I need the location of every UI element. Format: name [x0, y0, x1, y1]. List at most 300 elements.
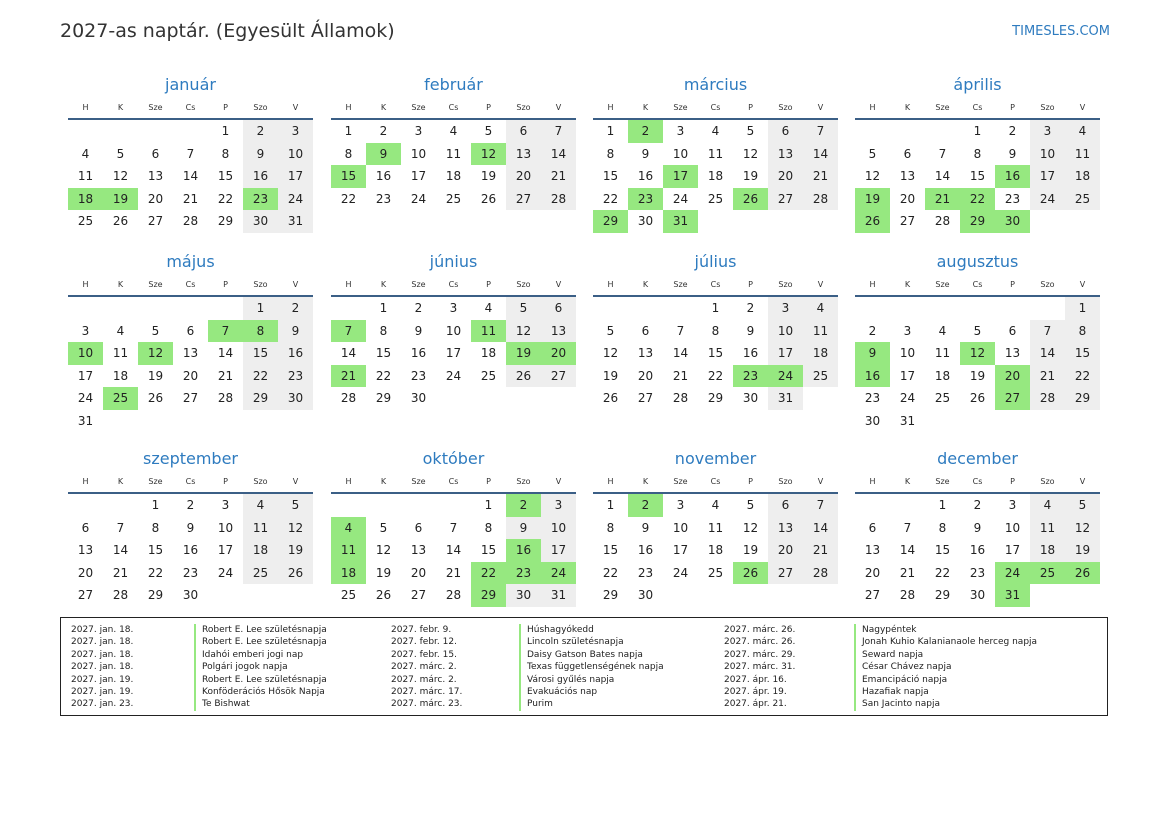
week-row	[593, 143, 838, 166]
month-name: február	[424, 75, 483, 94]
day-cell: 24	[278, 188, 313, 211]
day-cell: 19	[602, 368, 619, 383]
day-cell: 12	[375, 543, 392, 557]
day-cell: 2	[278, 297, 313, 320]
day-cell: 28	[445, 588, 462, 602]
day-cell: 23	[375, 191, 392, 206]
day-cell: 4	[484, 301, 493, 315]
weekday-label: K	[117, 280, 124, 289]
day-cell: 11	[112, 346, 129, 360]
week-row	[68, 584, 313, 607]
holiday-day-cell: 16	[995, 165, 1030, 188]
weekday-header	[855, 472, 1100, 494]
day-cell: 27	[864, 588, 881, 602]
weekday-label: V	[1079, 103, 1086, 112]
weekday-header	[855, 98, 1100, 120]
day-cell: 25	[707, 191, 724, 206]
month-days	[68, 297, 313, 432]
day-cell: 24	[672, 191, 689, 206]
holiday-day-cell: 27	[995, 387, 1030, 410]
weekday-label: Cs	[972, 477, 983, 486]
day-cell: 14	[112, 543, 129, 557]
day-cell: 17	[445, 346, 462, 360]
day-cell: 17	[541, 539, 576, 562]
weekday-label: Sze	[148, 477, 163, 486]
week-row	[68, 143, 313, 166]
day-cell: 25	[1065, 188, 1100, 211]
empty-cell	[68, 120, 103, 143]
holiday-day-cell: 23	[243, 188, 278, 211]
day-cell: 20	[768, 539, 803, 562]
day-cell: 13	[182, 346, 199, 360]
day-cell: 3	[541, 494, 576, 517]
day-cell: 28	[340, 391, 357, 405]
weekday-label: Szo	[1040, 477, 1055, 486]
day-cell: 17	[768, 342, 803, 365]
weekday-label: V	[292, 280, 299, 289]
empty-cell	[1030, 210, 1065, 233]
day-cell: 2	[1008, 124, 1017, 138]
day-cell: 4	[116, 323, 125, 338]
holiday-date: 2027. ápr. 19.	[724, 686, 787, 697]
holiday-date: 2027. márc. 17.	[391, 686, 463, 697]
day-cell: 21	[112, 565, 129, 580]
day-cell: 13	[768, 517, 803, 540]
empty-cell	[855, 120, 890, 143]
holiday-day-cell: 12	[471, 143, 506, 166]
weekday-header	[331, 472, 576, 494]
day-cell: 17	[672, 543, 689, 557]
day-cell: 2	[868, 323, 877, 338]
day-cell: 17	[410, 169, 427, 183]
day-cell: 2	[379, 124, 388, 138]
day-cell: 8	[606, 520, 615, 535]
weekday-label: V	[817, 280, 824, 289]
empty-cell	[173, 297, 208, 320]
day-cell: 21	[541, 165, 576, 188]
weekday-label: V	[1079, 280, 1086, 289]
holiday-day-cell: 22	[471, 562, 506, 585]
holiday-day-cell: 31	[663, 210, 698, 233]
weekday-label: P	[1010, 477, 1015, 486]
holiday-date: 2027. ápr. 16.	[724, 674, 787, 685]
day-cell: 25	[445, 191, 462, 206]
week-row	[331, 320, 576, 343]
holiday-day-cell: 24	[541, 562, 576, 585]
holiday-day-cell: 23	[733, 365, 768, 388]
holiday-day-cell: 31	[995, 584, 1030, 607]
weekday-label: K	[904, 477, 911, 486]
weekday-label: Sze	[411, 103, 426, 112]
day-cell: 11	[77, 169, 94, 183]
holiday-name: Emancipáció napja	[854, 674, 1037, 686]
weekday-label: H	[82, 103, 89, 112]
month-július	[593, 251, 838, 410]
weekday-label: Szo	[253, 280, 268, 289]
weekday-header	[855, 275, 1100, 297]
day-cell: 8	[379, 323, 388, 338]
day-cell: 25	[803, 365, 838, 388]
day-cell: 4	[803, 297, 838, 320]
holiday-day-cell: 29	[593, 210, 628, 233]
empty-cell	[925, 297, 960, 320]
week-row	[855, 584, 1100, 607]
holiday-day-cell: 23	[628, 188, 663, 211]
day-cell: 23	[637, 565, 654, 580]
weekday-label: Sze	[935, 280, 950, 289]
day-cell: 27	[768, 188, 803, 211]
week-row	[593, 165, 838, 188]
site-link[interactable]: TIMESLES.COM	[1012, 24, 1110, 39]
day-cell: 21	[803, 539, 838, 562]
day-cell: 28	[803, 188, 838, 211]
month-days	[68, 494, 313, 607]
day-cell: 10	[1030, 143, 1065, 166]
day-cell: 8	[151, 520, 160, 535]
day-cell: 17	[278, 165, 313, 188]
day-cell: 16	[243, 165, 278, 188]
week-row	[331, 562, 576, 585]
holiday-day-cell: 26	[733, 562, 768, 585]
holiday-day-cell: 18	[331, 562, 366, 585]
day-cell: 24	[445, 368, 462, 383]
holiday-name: Texas függetlenségének napja	[519, 661, 664, 673]
day-cell: 24	[410, 191, 427, 206]
day-cell: 30	[278, 387, 313, 410]
week-row	[68, 562, 313, 585]
day-cell: 17	[899, 368, 916, 383]
holiday-day-cell: 21	[925, 188, 960, 211]
day-cell: 29	[707, 391, 724, 405]
empty-cell	[855, 494, 890, 517]
day-cell: 1	[243, 297, 278, 320]
day-cell: 6	[541, 297, 576, 320]
day-cell: 3	[1008, 498, 1017, 512]
day-cell: 8	[606, 146, 615, 161]
day-cell: 1	[1065, 297, 1100, 320]
holiday-date: 2027. jan. 23.	[71, 699, 134, 710]
day-cell: 19	[480, 169, 497, 183]
week-row	[855, 120, 1100, 143]
day-cell: 5	[151, 323, 160, 338]
day-cell: 18	[445, 169, 462, 183]
month-days	[855, 494, 1100, 607]
day-cell: 23	[182, 565, 199, 580]
holiday-day-cell: 11	[331, 539, 366, 562]
empty-cell	[208, 584, 243, 607]
week-row	[593, 387, 838, 410]
weekday-label: Cs	[972, 280, 983, 289]
holiday-day-cell: 22	[960, 188, 995, 211]
day-cell: 30	[243, 210, 278, 233]
month-december	[855, 448, 1100, 607]
empty-cell	[628, 297, 663, 320]
day-cell: 5	[746, 498, 755, 512]
day-cell: 27	[77, 588, 94, 602]
holiday-day-cell: 2	[506, 494, 541, 517]
weekday-label: H	[607, 477, 614, 486]
holiday-day-cell: 15	[331, 165, 366, 188]
day-cell: 13	[637, 346, 654, 360]
day-cell: 22	[243, 365, 278, 388]
weekday-label: P	[748, 103, 753, 112]
week-row	[593, 210, 838, 233]
day-cell: 13	[77, 543, 94, 557]
month-február	[331, 74, 576, 210]
weekday-header	[331, 275, 576, 297]
page-title: 2027-as naptár. (Egyesült Államok)	[60, 20, 395, 42]
holiday-day-cell: 20	[541, 342, 576, 365]
holiday-dates-col-1	[71, 624, 133, 711]
month-name: március	[683, 75, 748, 94]
week-row	[331, 387, 576, 410]
day-cell: 2	[186, 498, 195, 512]
day-cell: 6	[186, 323, 195, 338]
week-row	[68, 410, 313, 433]
month-days	[593, 297, 838, 410]
day-cell: 25	[707, 565, 724, 580]
day-cell: 1	[484, 498, 493, 512]
empty-cell	[1030, 584, 1065, 607]
empty-cell	[995, 297, 1030, 320]
month-name: június	[429, 252, 478, 271]
day-cell: 10	[541, 517, 576, 540]
day-cell: 14	[541, 143, 576, 166]
day-cell: 13	[541, 320, 576, 343]
empty-cell	[208, 410, 243, 433]
day-cell: 29	[602, 588, 619, 602]
empty-cell	[1030, 297, 1065, 320]
day-cell: 6	[768, 120, 803, 143]
day-cell: 7	[116, 520, 125, 535]
holiday-day-cell: 2	[628, 494, 663, 517]
day-cell: 22	[375, 368, 392, 383]
holiday-day-cell: 7	[208, 320, 243, 343]
weekday-label: K	[904, 280, 911, 289]
day-cell: 7	[449, 520, 458, 535]
day-cell: 19	[375, 565, 392, 580]
holiday-day-cell: 26	[855, 210, 890, 233]
week-row	[331, 297, 576, 320]
day-cell: 11	[803, 320, 838, 343]
holiday-day-cell: 21	[331, 365, 366, 388]
weekday-label: Cs	[185, 103, 196, 112]
week-row	[855, 188, 1100, 211]
weekday-header	[331, 98, 576, 120]
holiday-date: 2027. febr. 9.	[391, 625, 452, 635]
weekday-label: K	[904, 103, 911, 112]
weekday-header	[68, 275, 313, 297]
day-cell: 11	[1065, 143, 1100, 166]
empty-cell	[995, 410, 1030, 433]
day-cell: 2	[414, 301, 423, 315]
holiday-day-cell: 8	[243, 320, 278, 343]
holiday-names-col-3	[854, 624, 1037, 711]
day-cell: 15	[602, 169, 619, 183]
week-row	[855, 562, 1100, 585]
day-cell: 14	[899, 543, 916, 557]
weekday-label: Sze	[935, 477, 950, 486]
empty-cell	[1065, 410, 1100, 433]
day-cell: 17	[1030, 165, 1065, 188]
day-cell: 10	[410, 146, 427, 161]
empty-cell	[103, 120, 138, 143]
month-name: augusztus	[936, 252, 1019, 271]
day-cell: 21	[1030, 365, 1065, 388]
week-row	[855, 320, 1100, 343]
empty-cell	[663, 584, 698, 607]
holiday-name: Városi gyűlés napja	[519, 674, 664, 686]
day-cell: 27	[637, 391, 654, 405]
holiday-day-cell: 25	[1030, 562, 1065, 585]
month-days	[331, 494, 576, 607]
day-cell: 21	[899, 565, 916, 580]
day-cell: 12	[742, 146, 759, 161]
day-cell: 26	[602, 391, 619, 405]
month-name: október	[422, 449, 485, 468]
empty-cell	[436, 494, 471, 517]
day-cell: 30	[864, 413, 881, 428]
holiday-day-cell: 29	[960, 210, 995, 233]
day-cell: 7	[541, 120, 576, 143]
week-row	[331, 539, 576, 562]
day-cell: 21	[672, 368, 689, 383]
week-row	[68, 165, 313, 188]
week-row	[68, 342, 313, 365]
holiday-name: Nagypéntek	[854, 624, 1037, 636]
holiday-date: 2027. febr. 15.	[391, 649, 457, 660]
day-cell: 11	[707, 146, 724, 161]
day-cell: 6	[414, 520, 423, 535]
holiday-date: 2027. ápr. 21.	[724, 699, 787, 710]
day-cell: 10	[445, 323, 462, 338]
week-row	[68, 188, 313, 211]
day-cell: 28	[672, 391, 689, 405]
day-cell: 4	[938, 323, 947, 338]
month-name: szeptember	[142, 449, 238, 468]
weekday-label: Cs	[710, 103, 721, 112]
holiday-day-cell: 10	[68, 342, 103, 365]
day-cell: 15	[375, 346, 392, 360]
empty-cell	[733, 210, 768, 233]
holiday-name: Purim	[519, 698, 664, 710]
month-days	[855, 120, 1100, 233]
day-cell: 24	[77, 391, 94, 405]
holiday-day-cell: 19	[103, 188, 138, 211]
day-cell: 4	[449, 124, 458, 138]
weekday-label: V	[555, 103, 562, 112]
day-cell: 11	[934, 346, 951, 360]
weekday-label: P	[223, 477, 228, 486]
holiday-name: Seward napja	[854, 649, 1037, 661]
day-cell: 28	[182, 214, 199, 228]
month-június	[331, 251, 576, 410]
weekday-label: Sze	[673, 280, 688, 289]
day-cell: 12	[1065, 517, 1100, 540]
day-cell: 12	[864, 169, 881, 183]
day-cell: 13	[147, 169, 164, 183]
empty-cell	[855, 297, 890, 320]
holiday-name: Húshagyókedd	[519, 624, 664, 636]
empty-cell	[138, 120, 173, 143]
day-cell: 16	[969, 543, 986, 557]
weekday-label: K	[380, 280, 387, 289]
holiday-date: 2027. márc. 29.	[724, 649, 796, 660]
weekday-label: P	[748, 477, 753, 486]
weekday-label: P	[1010, 280, 1015, 289]
week-row	[855, 387, 1100, 410]
month-március	[593, 74, 838, 233]
week-row	[331, 342, 576, 365]
holiday-name: Robert E. Lee születésnapja	[194, 674, 327, 686]
day-cell: 22	[147, 565, 164, 580]
holiday-day-cell: 26	[733, 188, 768, 211]
weekday-label: P	[486, 477, 491, 486]
day-cell: 1	[221, 124, 230, 138]
weekday-label: H	[607, 103, 614, 112]
holiday-name: Te Bishwat	[194, 698, 327, 710]
week-row	[855, 517, 1100, 540]
day-cell: 13	[864, 543, 881, 557]
weekday-label: P	[1010, 103, 1015, 112]
holiday-date: 2027. márc. 31.	[724, 662, 796, 673]
empty-cell	[138, 410, 173, 433]
week-row	[855, 365, 1100, 388]
day-cell: 14	[803, 143, 838, 166]
day-cell: 15	[1065, 342, 1100, 365]
day-cell: 13	[410, 543, 427, 557]
holiday-day-cell: 19	[506, 342, 541, 365]
weekday-label: Szo	[1040, 280, 1055, 289]
day-cell: 3	[768, 297, 803, 320]
holiday-date: 2027. márc. 2.	[391, 674, 457, 685]
weekday-label: Sze	[148, 103, 163, 112]
day-cell: 9	[414, 323, 423, 338]
weekday-label: V	[555, 280, 562, 289]
holiday-day-cell: 23	[506, 562, 541, 585]
day-cell: 3	[278, 120, 313, 143]
day-cell: 18	[707, 169, 724, 183]
day-cell: 23	[969, 565, 986, 580]
month-days	[331, 297, 576, 410]
weekday-label: Cs	[448, 103, 459, 112]
empty-cell	[925, 410, 960, 433]
day-cell: 24	[217, 565, 234, 580]
day-cell: 3	[676, 124, 685, 138]
day-cell: 9	[278, 320, 313, 343]
day-cell: 22	[217, 191, 234, 206]
day-cell: 29	[934, 588, 951, 602]
day-cell: 9	[1008, 146, 1017, 161]
day-cell: 12	[278, 517, 313, 540]
day-cell: 20	[637, 368, 654, 383]
day-cell: 18	[1065, 165, 1100, 188]
week-row	[593, 297, 838, 320]
holiday-day-cell: 26	[1065, 562, 1100, 585]
day-cell: 6	[1008, 323, 1017, 338]
holiday-day-cell: 12	[960, 342, 995, 365]
day-cell: 10	[217, 520, 234, 535]
holiday-date: 2027. márc. 26.	[724, 637, 796, 648]
empty-cell	[173, 410, 208, 433]
day-cell: 18	[1030, 539, 1065, 562]
holiday-name: Polgári jogok napja	[194, 661, 327, 673]
weekday-header	[68, 98, 313, 120]
day-cell: 6	[768, 494, 803, 517]
week-row	[593, 539, 838, 562]
month-name: július	[694, 252, 737, 271]
weekday-label: H	[869, 103, 876, 112]
